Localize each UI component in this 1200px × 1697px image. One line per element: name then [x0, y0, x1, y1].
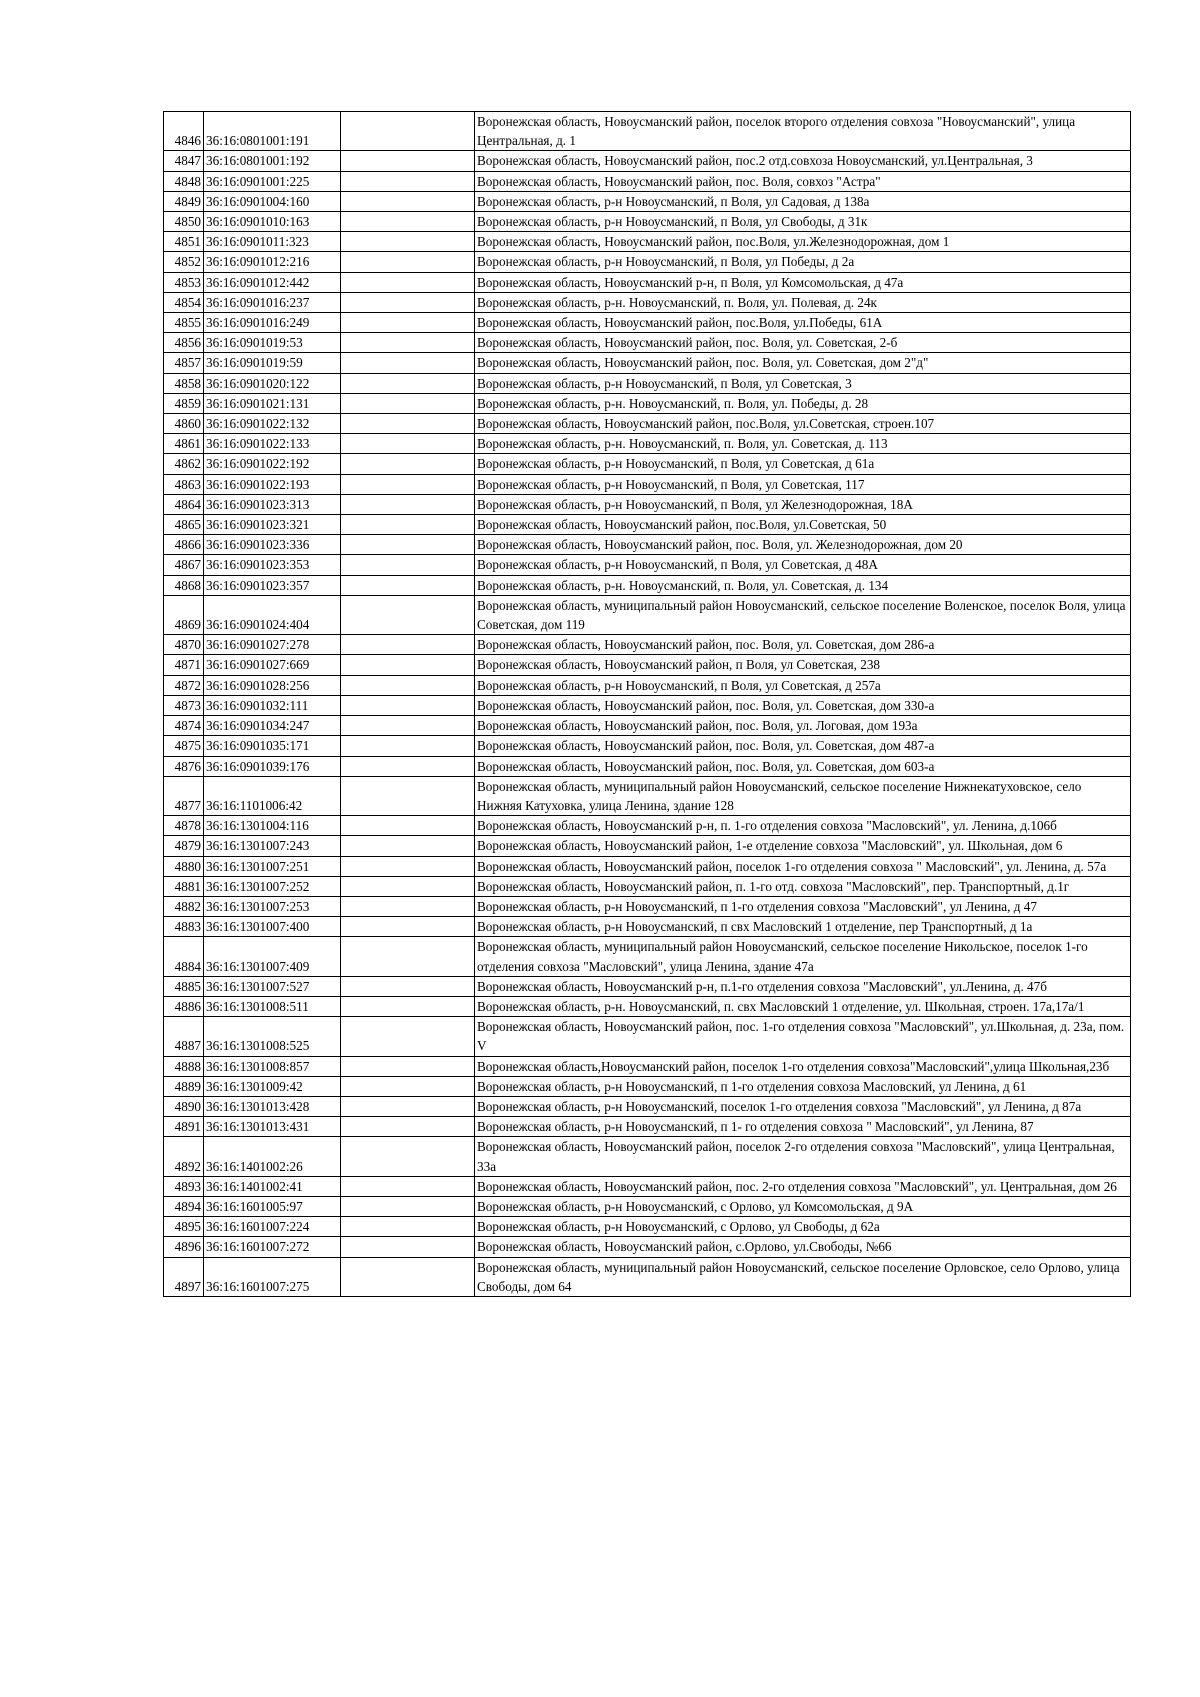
table-row — [164, 454, 1131, 474]
row-number-cell: 4882 — [164, 896, 204, 916]
register-table-body — [164, 112, 1131, 1297]
address-cell: Воронежская область,Новоусманский район, поселок 1-го отделения совхоза"Масловский",улица Школьная,23б — [475, 1056, 1131, 1076]
table-row — [164, 313, 1131, 333]
cadastral-number-cell: 36:16:1601007:272 — [204, 1237, 341, 1257]
row-number-cell: 4853 — [164, 272, 204, 292]
cadastral-number-cell: 36:16:1601007:224 — [204, 1217, 341, 1237]
property-register-table — [163, 111, 1131, 1297]
row-number-cell: 4857 — [164, 353, 204, 373]
table-row — [164, 373, 1131, 393]
empty-cell — [341, 1076, 475, 1096]
cadastral-number-cell: 36:16:1301007:400 — [204, 917, 341, 937]
address-cell: Воронежская область, р-н Новоусманский, п Воля, ул Советская, 117 — [475, 474, 1131, 494]
row-number-cell: 4850 — [164, 212, 204, 232]
row-number-cell: 4846 — [164, 112, 204, 151]
address-cell: Воронежская область, Новоусманский район, с.Орлово, ул.Свободы, №66 — [475, 1237, 1131, 1257]
cadastral-number-cell: 36:16:1301008:511 — [204, 996, 341, 1016]
row-number-cell: 4896 — [164, 1237, 204, 1257]
cadastral-number-cell: 36:16:0901012:442 — [204, 272, 341, 292]
empty-cell — [341, 191, 475, 211]
address-cell: Воронежская область, Новоусманский район, п. 1-го отд. совхоза "Масловский", пер. Транспортный, д.1г — [475, 876, 1131, 896]
row-number-cell: 4852 — [164, 252, 204, 272]
address-cell: Воронежская область, р-н Новоусманский, с Орлово, ул Свободы, д 62а — [475, 1217, 1131, 1237]
cadastral-number-cell: 36:16:1301004:116 — [204, 816, 341, 836]
empty-cell — [341, 1257, 475, 1296]
table-row — [164, 896, 1131, 916]
row-number-cell: 4858 — [164, 373, 204, 393]
row-number-cell: 4893 — [164, 1176, 204, 1196]
table-row — [164, 816, 1131, 836]
table-row — [164, 1056, 1131, 1076]
address-cell: Воронежская область, р-н Новоусманский, п Воля, ул Свободы, д 31к — [475, 212, 1131, 232]
row-number-cell: 4868 — [164, 575, 204, 595]
address-cell: Воронежская область, Новоусманский район, поселок 2-го отделения совхоза "Масловский", улица Центральная, 33а — [475, 1137, 1131, 1176]
row-number-cell: 4855 — [164, 313, 204, 333]
table-row — [164, 535, 1131, 555]
address-cell: Воронежская область, Новоусманский район, п Воля, ул Советская, 238 — [475, 655, 1131, 675]
table-row — [164, 836, 1131, 856]
address-cell: Воронежская область, Новоусманский район, пос. Воля, ул. Советская, дом 330-а — [475, 695, 1131, 715]
table-row — [164, 716, 1131, 736]
table-row — [164, 635, 1131, 655]
address-cell: Воронежская область, Новоусманский район, пос.Воля, ул.Советская, 50 — [475, 515, 1131, 535]
cadastral-number-cell: 36:16:1301013:431 — [204, 1117, 341, 1137]
row-number-cell: 4869 — [164, 595, 204, 634]
table-row — [164, 1176, 1131, 1196]
empty-cell — [341, 635, 475, 655]
address-cell: Воронежская область, р-н Новоусманский, п Воля, ул Победы, д 2а — [475, 252, 1131, 272]
empty-cell — [341, 1096, 475, 1116]
row-number-cell: 4880 — [164, 856, 204, 876]
table-row — [164, 736, 1131, 756]
address-cell: Воронежская область, р-н Новоусманский, п свх Масловский 1 отделение, пер Транспортный, д 1а — [475, 917, 1131, 937]
address-cell: Воронежская область, муниципальный район Новоусманский, сельское поселение Нижнекатуховское, село Нижняя Катуховка, улица Ленина, здание 128 — [475, 776, 1131, 815]
address-cell: Воронежская область, муниципальный район Новоусманский, сельское поселение Никольское, поселок 1-го отделения совхоза "Масловский", улица Ленина, здание 47а — [475, 937, 1131, 976]
row-number-cell: 4879 — [164, 836, 204, 856]
table-row — [164, 996, 1131, 1016]
address-cell: Воронежская область, Новоусманский район, пос. 1-го отделения совхоза "Масловский", ул.Школьная, д. 23а, пом. V — [475, 1017, 1131, 1056]
cadastral-number-cell: 36:16:0901023:357 — [204, 575, 341, 595]
row-number-cell: 4887 — [164, 1017, 204, 1056]
row-number-cell: 4889 — [164, 1076, 204, 1096]
table-row — [164, 414, 1131, 434]
row-number-cell: 4886 — [164, 996, 204, 1016]
empty-cell — [341, 151, 475, 171]
empty-cell — [341, 776, 475, 815]
row-number-cell: 4865 — [164, 515, 204, 535]
row-number-cell: 4859 — [164, 393, 204, 413]
empty-cell — [341, 836, 475, 856]
cadastral-number-cell: 36:16:0901004:160 — [204, 191, 341, 211]
cadastral-number-cell: 36:16:0901035:171 — [204, 736, 341, 756]
table-row — [164, 1196, 1131, 1216]
row-number-cell: 4848 — [164, 171, 204, 191]
cadastral-number-cell: 36:16:0901012:216 — [204, 252, 341, 272]
table-row — [164, 292, 1131, 312]
cadastral-number-cell: 36:16:0901022:132 — [204, 414, 341, 434]
table-row — [164, 171, 1131, 191]
cadastral-number-cell: 36:16:0901024:404 — [204, 595, 341, 634]
cadastral-number-cell: 36:16:1301007:251 — [204, 856, 341, 876]
empty-cell — [341, 393, 475, 413]
cadastral-number-cell: 36:16:0901019:53 — [204, 333, 341, 353]
empty-cell — [341, 756, 475, 776]
empty-cell — [341, 1117, 475, 1137]
cadastral-number-cell: 36:16:1301007:409 — [204, 937, 341, 976]
empty-cell — [341, 292, 475, 312]
address-cell: Воронежская область, Новоусманский район, поселок второго отделения совхоза "Новоусманский", улица Центральная, д. 1 — [475, 112, 1131, 151]
row-number-cell: 4895 — [164, 1217, 204, 1237]
row-number-cell: 4854 — [164, 292, 204, 312]
table-row — [164, 151, 1131, 171]
table-row — [164, 393, 1131, 413]
cadastral-number-cell: 36:16:1101006:42 — [204, 776, 341, 815]
table-row — [164, 494, 1131, 514]
table-row — [164, 555, 1131, 575]
cadastral-number-cell: 36:16:0901023:336 — [204, 535, 341, 555]
address-cell: Воронежская область, Новоусманский район, пос. Воля, ул. Советская, 2-б — [475, 333, 1131, 353]
address-cell: Воронежская область, р-н Новоусманский, п 1-го отделения совхоза "Масловский", ул Ленина, д 47 — [475, 896, 1131, 916]
empty-cell — [341, 917, 475, 937]
cadastral-number-cell: 36:16:1301008:525 — [204, 1017, 341, 1056]
empty-cell — [341, 675, 475, 695]
table-row — [164, 1076, 1131, 1096]
cadastral-number-cell: 36:16:0801001:192 — [204, 151, 341, 171]
address-cell: Воронежская область, Новоусманский р-н, п.1-го отделения совхоза "Масловский", ул.Ленина, д. 47б — [475, 976, 1131, 996]
address-cell: Воронежская область, Новоусманский район, пос. Воля, совхоз "Астра" — [475, 171, 1131, 191]
row-number-cell: 4864 — [164, 494, 204, 514]
table-row — [164, 252, 1131, 272]
cadastral-number-cell: 36:16:0901028:256 — [204, 675, 341, 695]
cadastral-number-cell: 36:16:1301007:243 — [204, 836, 341, 856]
table-row — [164, 232, 1131, 252]
cadastral-number-cell: 36:16:0901019:59 — [204, 353, 341, 373]
row-number-cell: 4897 — [164, 1257, 204, 1296]
address-cell: Воронежская область, Новоусманский район, пос.Воля, ул.Железнодорожная, дом 1 — [475, 232, 1131, 252]
empty-cell — [341, 996, 475, 1016]
address-cell: Воронежская область, р-н Новоусманский, п Воля, ул Советская, д 48А — [475, 555, 1131, 575]
empty-cell — [341, 535, 475, 555]
cadastral-number-cell: 36:16:0901010:163 — [204, 212, 341, 232]
cadastral-number-cell: 36:16:0901011:323 — [204, 232, 341, 252]
empty-cell — [341, 695, 475, 715]
address-cell: Воронежская область, Новоусманский р-н, п Воля, ул Комсомольская, д 47а — [475, 272, 1131, 292]
table-row — [164, 1257, 1131, 1296]
address-cell: Воронежская область, р-н. Новоусманский, п. свх Масловский 1 отделение, ул. Школьная, строен. 17а,17а/1 — [475, 996, 1131, 1016]
row-number-cell: 4873 — [164, 695, 204, 715]
row-number-cell: 4876 — [164, 756, 204, 776]
cadastral-number-cell: 36:16:0901020:122 — [204, 373, 341, 393]
row-number-cell: 4849 — [164, 191, 204, 211]
cadastral-number-cell: 36:16:0901034:247 — [204, 716, 341, 736]
empty-cell — [341, 474, 475, 494]
empty-cell — [341, 716, 475, 736]
table-row — [164, 515, 1131, 535]
address-cell: Воронежская область, Новоусманский район, пос. Воля, ул. Советская, дом 2"д" — [475, 353, 1131, 373]
table-row — [164, 434, 1131, 454]
address-cell: Воронежская область, Новоусманский район, пос. Воля, ул. Советская, дом 603-а — [475, 756, 1131, 776]
cadastral-number-cell: 36:16:0901022:192 — [204, 454, 341, 474]
empty-cell — [341, 252, 475, 272]
address-cell: Воронежская область, муниципальный район Новоусманский, сельское поселение Орловское, село Орлово, улица Свободы, дом 64 — [475, 1257, 1131, 1296]
address-cell: Воронежская область, Новоусманский р-н, п. 1-го отделения совхоза "Масловский", ул. Ленина, д.106б — [475, 816, 1131, 836]
row-number-cell: 4894 — [164, 1196, 204, 1216]
empty-cell — [341, 414, 475, 434]
address-cell: Воронежская область, р-н. Новоусманский, п. Воля, ул. Полевая, д. 24к — [475, 292, 1131, 312]
row-number-cell: 4888 — [164, 1056, 204, 1076]
empty-cell — [341, 1237, 475, 1257]
table-row — [164, 112, 1131, 151]
row-number-cell: 4867 — [164, 555, 204, 575]
row-number-cell: 4856 — [164, 333, 204, 353]
row-number-cell: 4891 — [164, 1117, 204, 1137]
cadastral-number-cell: 36:16:1301007:253 — [204, 896, 341, 916]
row-number-cell: 4862 — [164, 454, 204, 474]
row-number-cell: 4884 — [164, 937, 204, 976]
empty-cell — [341, 976, 475, 996]
row-number-cell: 4866 — [164, 535, 204, 555]
cadastral-number-cell: 36:16:1301008:857 — [204, 1056, 341, 1076]
cadastral-number-cell: 36:16:0901023:353 — [204, 555, 341, 575]
table-row — [164, 595, 1131, 634]
address-cell: Воронежская область, Новоусманский район, пос. Воля, ул. Советская, дом 487-а — [475, 736, 1131, 756]
address-cell: Воронежская область, р-н Новоусманский, п 1- го отделения совхоза " Масловский", ул Ленина, 87 — [475, 1117, 1131, 1137]
row-number-cell: 4851 — [164, 232, 204, 252]
table-row — [164, 917, 1131, 937]
empty-cell — [341, 655, 475, 675]
empty-cell — [341, 876, 475, 896]
row-number-cell: 4878 — [164, 816, 204, 836]
address-cell: Воронежская область, р-н Новоусманский, п Воля, ул Советская, 3 — [475, 373, 1131, 393]
table-row — [164, 856, 1131, 876]
table-row — [164, 575, 1131, 595]
row-number-cell: 4877 — [164, 776, 204, 815]
table-row — [164, 675, 1131, 695]
empty-cell — [341, 555, 475, 575]
empty-cell — [341, 575, 475, 595]
address-cell: Воронежская область, р-н. Новоусманский, п. Воля, ул. Советская, д. 134 — [475, 575, 1131, 595]
address-cell: Воронежская область, Новоусманский район, пос. Воля, ул. Советская, дом 286-а — [475, 635, 1131, 655]
table-row — [164, 272, 1131, 292]
row-number-cell: 4874 — [164, 716, 204, 736]
address-cell: Воронежская область, р-н Новоусманский, п Воля, ул Советская, д 61а — [475, 454, 1131, 474]
address-cell: Воронежская область, Новоусманский район, 1-е отделение совхоза "Масловский", ул. Школьная, дом 6 — [475, 836, 1131, 856]
row-number-cell: 4875 — [164, 736, 204, 756]
table-row — [164, 191, 1131, 211]
cadastral-number-cell: 36:16:0901039:176 — [204, 756, 341, 776]
empty-cell — [341, 515, 475, 535]
address-cell: Воронежская область, р-н Новоусманский, п Воля, ул Советская, д 257а — [475, 675, 1131, 695]
address-cell: Воронежская область, р-н Новоусманский, п Воля, ул Садовая, д 138а — [475, 191, 1131, 211]
row-number-cell: 4885 — [164, 976, 204, 996]
empty-cell — [341, 937, 475, 976]
cadastral-number-cell: 36:16:0901023:313 — [204, 494, 341, 514]
row-number-cell: 4860 — [164, 414, 204, 434]
empty-cell — [341, 595, 475, 634]
empty-cell — [341, 313, 475, 333]
table-row — [164, 937, 1131, 976]
empty-cell — [341, 112, 475, 151]
empty-cell — [341, 1137, 475, 1176]
table-row — [164, 353, 1131, 373]
address-cell: Воронежская область, р-н Новоусманский, п Воля, ул Железнодорожная, 18А — [475, 494, 1131, 514]
empty-cell — [341, 373, 475, 393]
empty-cell — [341, 856, 475, 876]
empty-cell — [341, 333, 475, 353]
table-row — [164, 695, 1131, 715]
empty-cell — [341, 434, 475, 454]
cadastral-number-cell: 36:16:0801001:191 — [204, 112, 341, 151]
address-cell: Воронежская область, р-н Новоусманский, поселок 1-го отделения совхоза "Масловский", ул Ленина, д 87а — [475, 1096, 1131, 1116]
table-row — [164, 655, 1131, 675]
address-cell: Воронежская область, Новоусманский район, пос. 2-го отделения совхоза "Масловский", ул. Центральная, дом 26 — [475, 1176, 1131, 1196]
row-number-cell: 4881 — [164, 876, 204, 896]
address-cell: Воронежская область, р-н. Новоусманский, п. Воля, ул. Победы, д. 28 — [475, 393, 1131, 413]
empty-cell — [341, 353, 475, 373]
table-row — [164, 1237, 1131, 1257]
empty-cell — [341, 736, 475, 756]
cadastral-number-cell: 36:16:0901027:669 — [204, 655, 341, 675]
table-row — [164, 1217, 1131, 1237]
address-cell: Воронежская область, Новоусманский район, пос.Воля, ул.Советская, строен.107 — [475, 414, 1131, 434]
empty-cell — [341, 1017, 475, 1056]
table-row — [164, 212, 1131, 232]
empty-cell — [341, 1056, 475, 1076]
row-number-cell: 4871 — [164, 655, 204, 675]
cadastral-number-cell: 36:16:0901016:249 — [204, 313, 341, 333]
address-cell: Воронежская область, Новоусманский район, пос.2 отд.совхоза Новоусманский, ул.Центральная, 3 — [475, 151, 1131, 171]
row-number-cell: 4892 — [164, 1137, 204, 1176]
row-number-cell: 4861 — [164, 434, 204, 454]
cadastral-number-cell: 36:16:1401002:41 — [204, 1176, 341, 1196]
empty-cell — [341, 232, 475, 252]
empty-cell — [341, 1176, 475, 1196]
address-cell: Воронежская область, р-н. Новоусманский, п. Воля, ул. Советская, д. 113 — [475, 434, 1131, 454]
cadastral-number-cell: 36:16:0901016:237 — [204, 292, 341, 312]
cadastral-number-cell: 36:16:0901027:278 — [204, 635, 341, 655]
cadastral-number-cell: 36:16:1601005:97 — [204, 1196, 341, 1216]
address-cell: Воронежская область, Новоусманский район, пос.Воля, ул.Победы, 61А — [475, 313, 1131, 333]
table-row — [164, 1096, 1131, 1116]
row-number-cell: 4847 — [164, 151, 204, 171]
cadastral-number-cell: 36:16:0901021:131 — [204, 393, 341, 413]
row-number-cell: 4890 — [164, 1096, 204, 1116]
cadastral-number-cell: 36:16:0901022:193 — [204, 474, 341, 494]
cadastral-number-cell: 36:16:1301007:527 — [204, 976, 341, 996]
address-cell: Воронежская область, Новоусманский район, пос. Воля, ул. Логовая, дом 193а — [475, 716, 1131, 736]
table-row — [164, 976, 1131, 996]
table-row — [164, 1137, 1131, 1176]
cadastral-number-cell: 36:16:1301013:428 — [204, 1096, 341, 1116]
cadastral-number-cell: 36:16:0901032:111 — [204, 695, 341, 715]
table-row — [164, 474, 1131, 494]
row-number-cell: 4872 — [164, 675, 204, 695]
table-row — [164, 1017, 1131, 1056]
cadastral-number-cell: 36:16:0901001:225 — [204, 171, 341, 191]
empty-cell — [341, 1217, 475, 1237]
cadastral-number-cell: 36:16:0901022:133 — [204, 434, 341, 454]
cadastral-number-cell: 36:16:1301007:252 — [204, 876, 341, 896]
empty-cell — [341, 494, 475, 514]
empty-cell — [341, 212, 475, 232]
table-row — [164, 1117, 1131, 1137]
address-cell: Воронежская область, муниципальный район Новоусманский, сельское поселение Воленское, поселок Воля, улица Советская, дом 119 — [475, 595, 1131, 634]
table-row — [164, 776, 1131, 815]
empty-cell — [341, 816, 475, 836]
row-number-cell: 4870 — [164, 635, 204, 655]
empty-cell — [341, 272, 475, 292]
row-number-cell: 4883 — [164, 917, 204, 937]
cadastral-number-cell: 36:16:0901023:321 — [204, 515, 341, 535]
table-row — [164, 756, 1131, 776]
address-cell: Воронежская область, р-н Новоусманский, с Орлово, ул Комсомольская, д 9А — [475, 1196, 1131, 1216]
address-cell: Воронежская область, Новоусманский район, поселок 1-го отделения совхоза " Масловский", ул. Ленина, д. 57а — [475, 856, 1131, 876]
empty-cell — [341, 454, 475, 474]
cadastral-number-cell: 36:16:1401002:26 — [204, 1137, 341, 1176]
table-row — [164, 333, 1131, 353]
cadastral-number-cell: 36:16:1601007:275 — [204, 1257, 341, 1296]
address-cell: Воронежская область, р-н Новоусманский, п 1-го отделения совхоза Масловский, ул Ленина, д 61 — [475, 1076, 1131, 1096]
address-cell: Воронежская область, Новоусманский район, пос. Воля, ул. Железнодорожная, дом 20 — [475, 535, 1131, 555]
table-row — [164, 876, 1131, 896]
empty-cell — [341, 171, 475, 191]
empty-cell — [341, 896, 475, 916]
empty-cell — [341, 1196, 475, 1216]
cadastral-number-cell: 36:16:1301009:42 — [204, 1076, 341, 1096]
row-number-cell: 4863 — [164, 474, 204, 494]
